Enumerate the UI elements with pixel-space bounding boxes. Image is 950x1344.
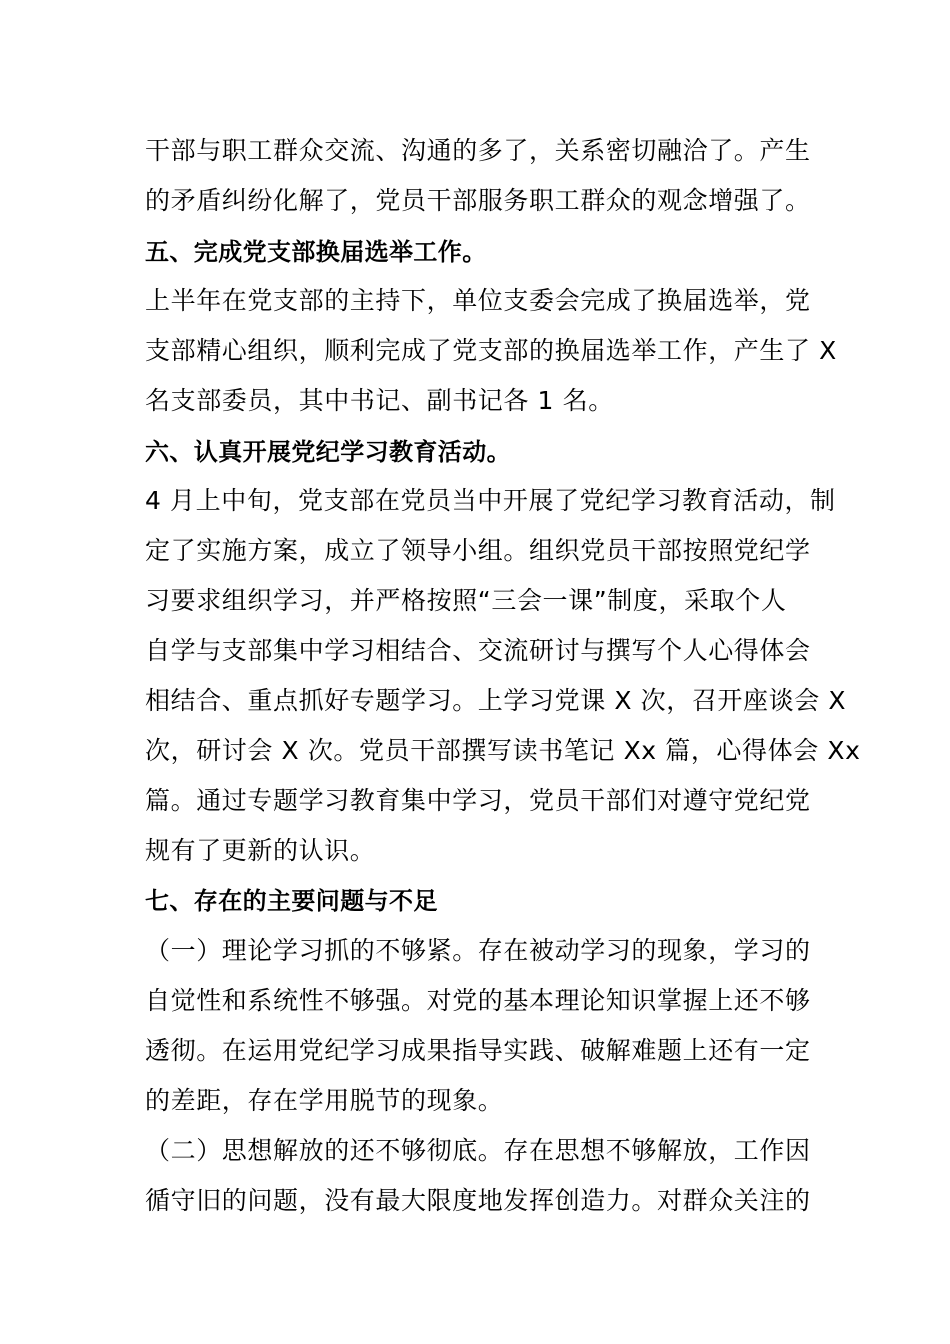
paragraph-line: 的差距，存在学用脱节的现象。 [145, 1086, 504, 1115]
paragraph-line: （一）理论学习抓的不够紧。存在被动学习的现象，学习的 [145, 936, 811, 965]
paragraph-line: 透彻。在运用党纪学习成果指导实践、破解难题上还有一定 [145, 1036, 811, 1065]
paragraph-line: 规有了更新的认识。 [145, 836, 376, 865]
paragraph-line: 的矛盾纠纷化解了，党员干部服务职工群众的观念增强了。 [145, 186, 811, 215]
paragraph-line: 干部与职工群众交流、沟通的多了，关系密切融洽了。产生 [145, 136, 811, 165]
paragraph-line: 循守旧的问题，没有最大限度地发挥创造力。对群众关注的 [145, 1186, 811, 1215]
paragraph-line: （二）思想解放的还不够彻底。存在思想不够解放，工作因 [145, 1136, 811, 1165]
paragraph-line: 自觉性和系统性不够强。对党的基本理论知识掌握上还不够 [145, 986, 811, 1015]
paragraph-line: 4 月上中旬，党支部在党员当中开展了党纪学习教育活动，制 [145, 486, 836, 515]
paragraph-line: 名支部委员，其中书记、副书记各 1 名。 [145, 386, 614, 415]
paragraph-line: 次，研讨会 X 次。党员干部撰写读书笔记 Xx 篇，心得体会 Xx [145, 736, 861, 765]
paragraph-line: 篇。通过专题学习教育集中学习，党员干部们对遵守党纪党 [145, 786, 811, 815]
section-heading-5: 五、完成党支部换届选举工作。 [145, 238, 487, 266]
paragraph-line: 支部精心组织，顺利完成了党支部的换届选举工作，产生了 X [145, 336, 837, 365]
section-heading-7: 七、存在的主要问题与不足 [145, 887, 438, 915]
paragraph-line: 上半年在党支部的主持下，单位支委会完成了换届选举，党 [145, 286, 811, 315]
paragraph-line: 习要求组织学习，并严格按照“三会一课”制度，采取个人 [145, 586, 787, 615]
paragraph-line: 定了实施方案，成立了领导小组。组织党员干部按照党纪学 [145, 536, 811, 565]
paragraph-line: 自学与支部集中学习相结合、交流研讨与撰写个人心得体会 [145, 636, 811, 665]
paragraph-line: 相结合、重点抓好专题学习。上学习党课 X 次，召开座谈会 X [145, 686, 847, 715]
section-heading-6: 六、认真开展党纪学习教育活动。 [145, 438, 511, 466]
